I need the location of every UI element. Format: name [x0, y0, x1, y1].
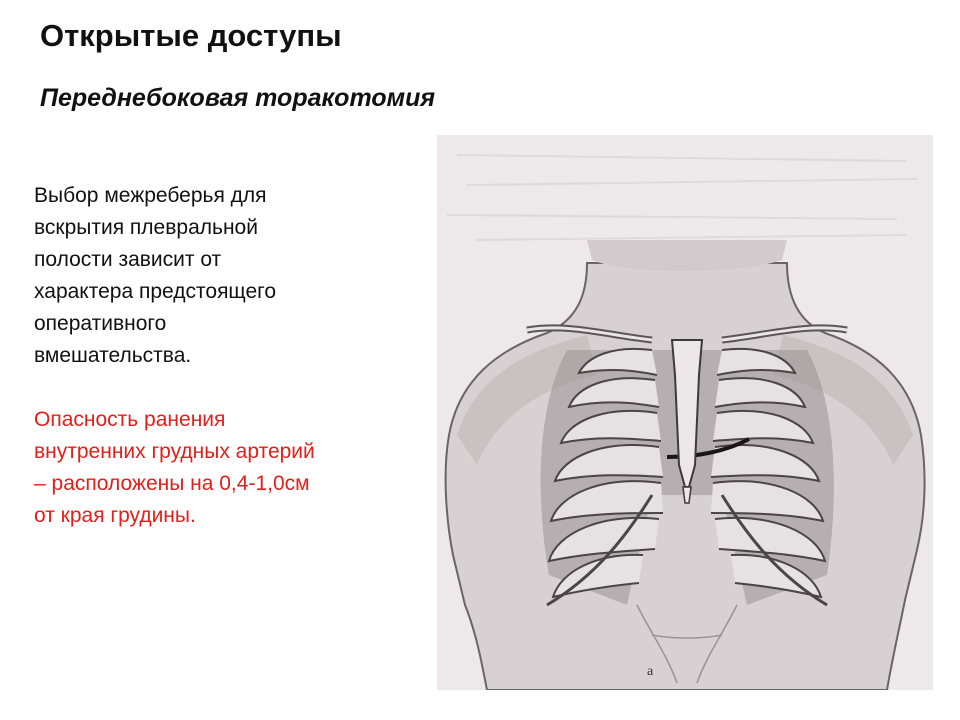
rib-cage-illustration [437, 135, 933, 690]
warning-paragraph: Опасность ранения внутренних грудных артерий – расположены на 0,4-1,0см от края грудины. [34, 408, 315, 527]
chest-anatomy-figure [437, 135, 933, 690]
figure-caption: а [647, 664, 654, 679]
slide-subtitle: Переднебоковая торакотомия [40, 84, 436, 112]
xiphoid [683, 487, 691, 503]
slide-title: Открытые доступы [40, 18, 342, 53]
body-paragraph: Выбор межреберья для вскрытия плевральной полости зависит от характера предстоящего оперативного вмешательства. [34, 184, 277, 367]
